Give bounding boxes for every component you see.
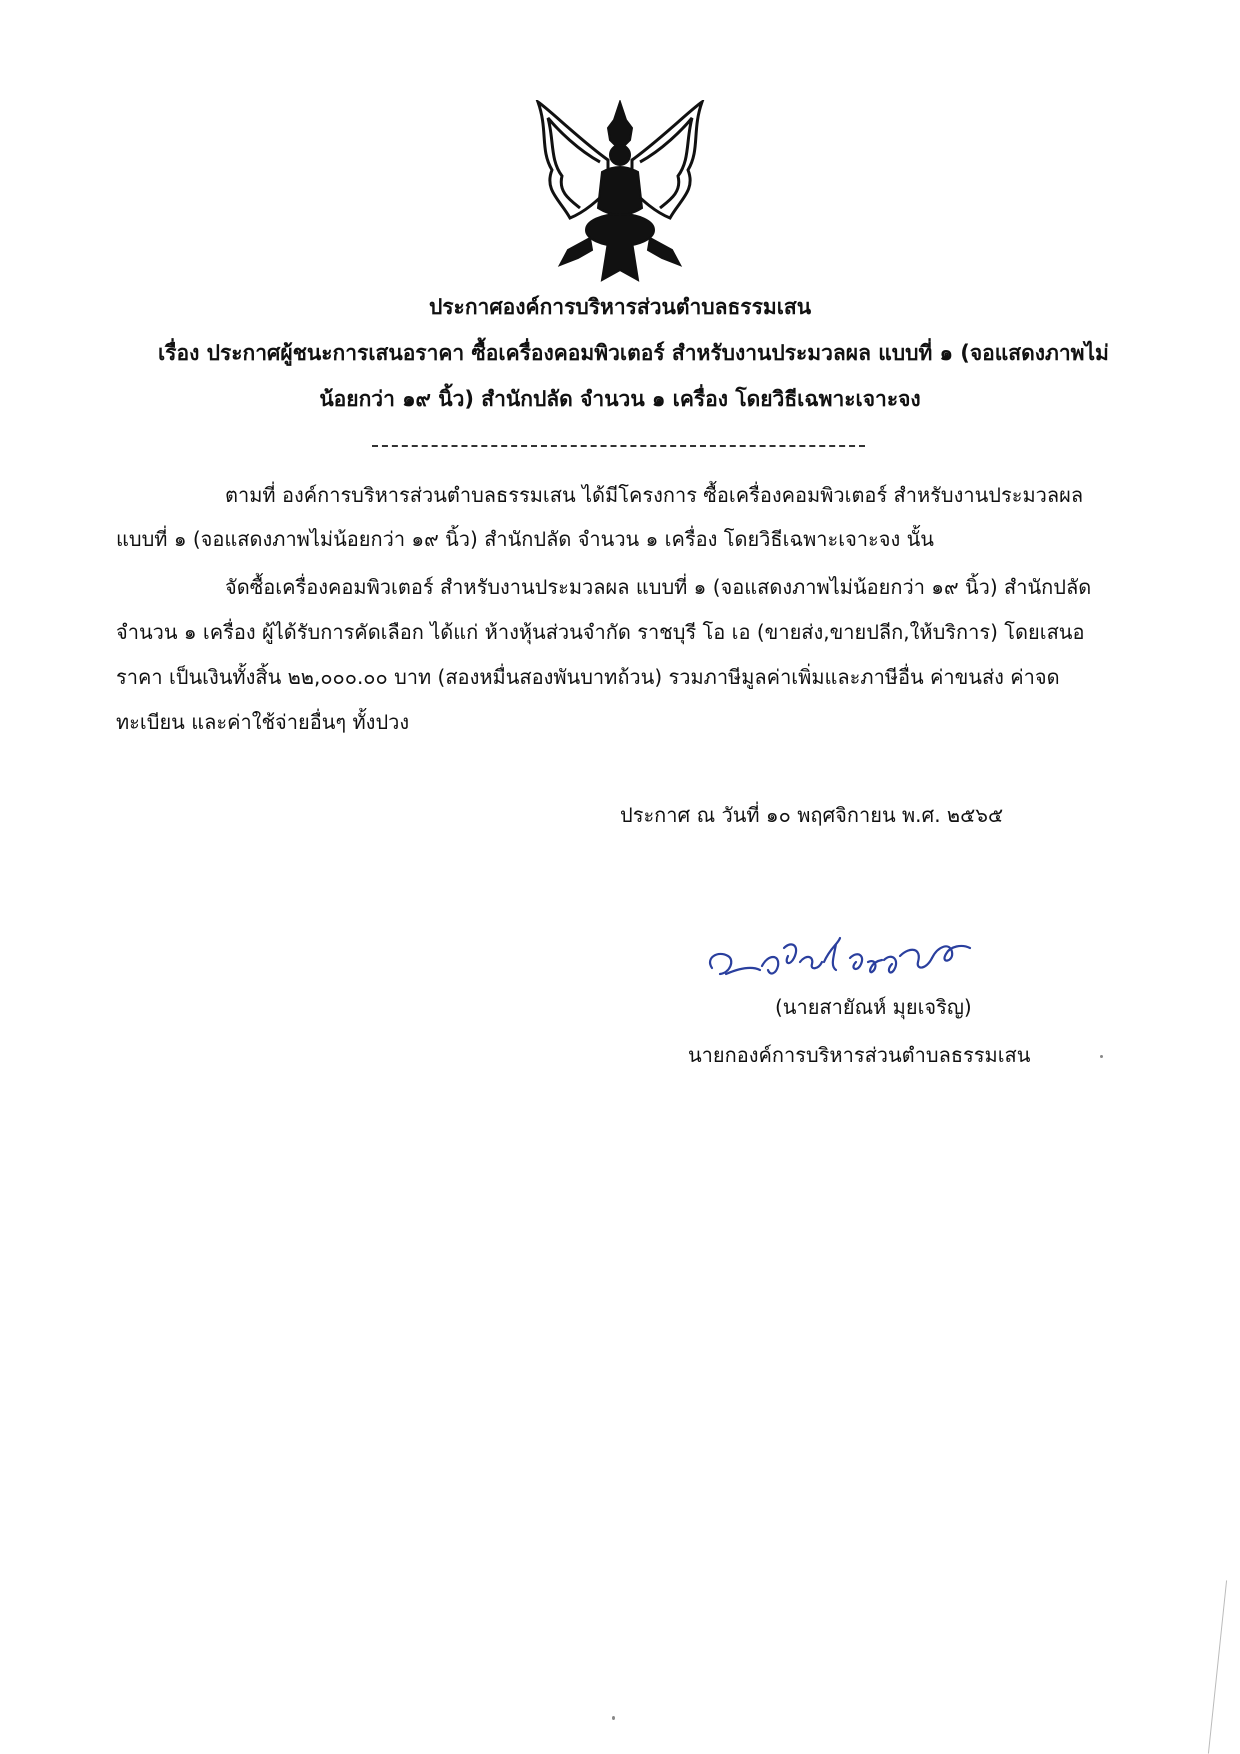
scan-speck [1100, 1055, 1103, 1058]
signer-position: นายกองค์การบริหารส่วนตำบลธรรมเสน [688, 1043, 1031, 1067]
body-paragraph-2-line-2: จำนวน ๑ เครื่อง ผู้ได้รับการคัดเลือก ได้แก่ ห้างหุ้นส่วนจำกัด ราชบุรี โอ เอ (ขายส่ง,ขายปลีก,ให้บริการ) โดยเสนอ [116, 620, 1085, 644]
title-separator [372, 445, 865, 447]
announcement-title: ประกาศองค์การบริหารส่วนตำบลธรรมเสน [428, 295, 812, 319]
handwritten-signature [700, 918, 1000, 998]
signer-name: (นายสายัณห์ มุยเจริญ) [775, 995, 972, 1019]
body-paragraph-1-line-1: ตามที่ องค์การบริหารส่วนตำบลธรรมเสน ได้มีโครงการ ซื้อเครื่องคอมพิวเตอร์ สำหรับงานประมวลผล [225, 483, 1084, 507]
scan-edge-line [1208, 1580, 1227, 1753]
garuda-emblem-icon [530, 100, 710, 285]
announcement-subject-line-1: เรื่อง ประกาศผู้ชนะการเสนอราคา ซื้อเครื่องคอมพิวเตอร์ สำหรับงานประมวลผล แบบที่ ๑ (จอแสดงภาพไม่ [158, 341, 1109, 365]
body-paragraph-2-line-1: จัดซื้อเครื่องคอมพิวเตอร์ สำหรับงานประมวลผล แบบที่ ๑ (จอแสดงภาพไม่น้อยกว่า ๑๙ นิ้ว) สำนักปลัด [225, 575, 1092, 599]
announcement-date: ประกาศ ณ วันที่ ๑๐ พฤศจิกายน พ.ศ. ๒๕๖๕ [620, 803, 1004, 827]
body-paragraph-2-line-4: ทะเบียน และค่าใช้จ่ายอื่นๆ ทั้งปวง [116, 710, 410, 734]
announcement-subject-line-2: น้อยกว่า ๑๙ นิ้ว) สำนักปลัด จำนวน ๑ เครื่อง โดยวิธีเฉพาะเจาะจง [319, 387, 921, 411]
body-paragraph-1-line-2: แบบที่ ๑ (จอแสดงภาพไม่น้อยกว่า ๑๙ นิ้ว) สำนักปลัด จำนวน ๑ เครื่อง โดยวิธีเฉพาะเจาะจง นั้น [116, 527, 934, 551]
body-paragraph-2-line-3: ราคา เป็นเงินทั้งสิ้น ๒๒,๐๐๐.๐๐ บาท (สองหมื่นสองพันบาทถ้วน) รวมภาษีมูลค่าเพิ่มและภาษีอื่น ค่าขนส่ง ค่าจด [116, 665, 1060, 689]
scan-speck [612, 1716, 615, 1720]
